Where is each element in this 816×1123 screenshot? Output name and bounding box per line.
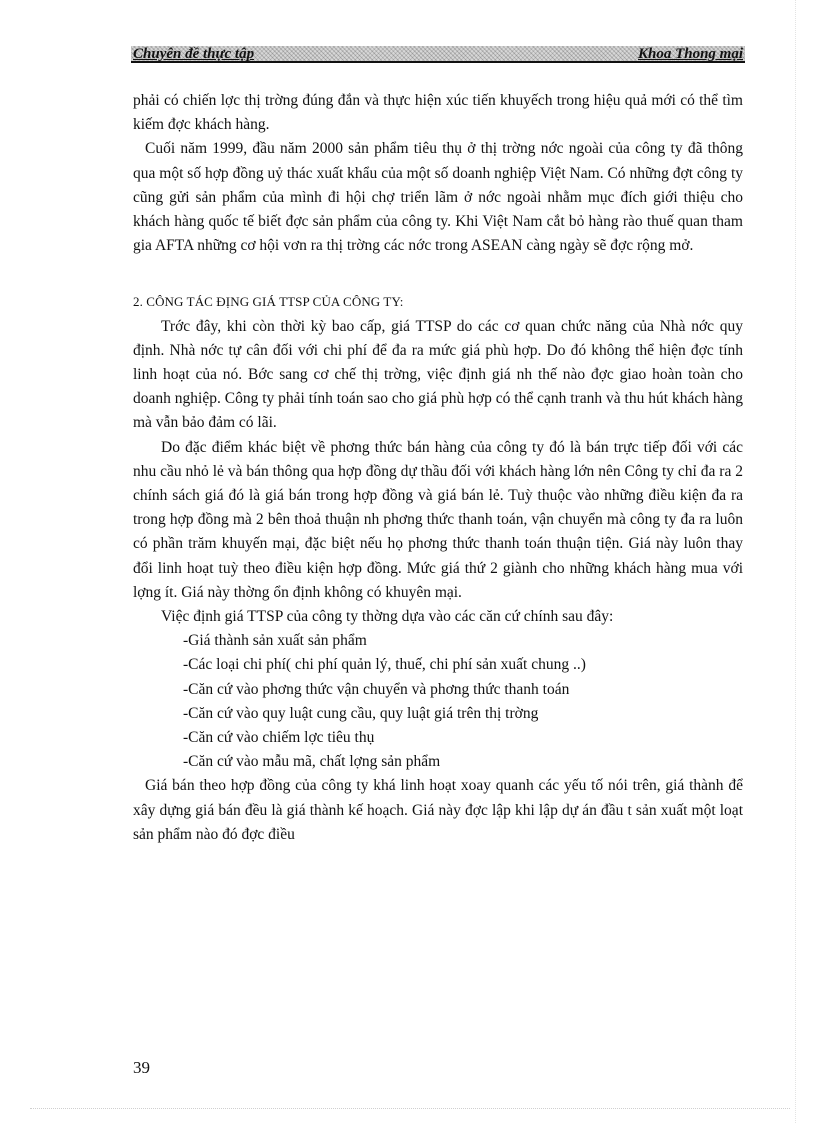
document-body <box>133 89 743 847</box>
paragraph-continuation: phải có chiến lợc thị trờng đúng đắn và thực hiện xúc tiến khuyếch trong hiệu quả mới có thể tìm kiếm đợc khách hàng. <box>133 92 743 134</box>
header-right-title: Khoa Thong mại <box>637 46 743 62</box>
paragraph-export: Cuối năm 1999, đầu năm 2000 sản phẩm tiêu thụ ở thị trờng nớc ngoài của công ty đã thông qua một số hợp đồng uỷ thác xuất khẩu của một số doanh nghiệp Việt Nam. Có những đợt công ty cũng gửi sản phẩm của mình đi hội chợ triển lãm ở nớc ngoài nhằm mục đích giới thiệu cho khách hàng quốc tế biết đợc sản phẩm của công ty. Khi Việt Nam cắt bỏ hàng rào thuế quan tham gia AFTA những cơ hội vơn ra thị trờng các nớc trong ASEAN càng ngày sẽ đợc rộng mở. <box>133 140 743 255</box>
list-item: -Giá thành sản xuất sản phẩm <box>183 632 367 650</box>
paragraph-pricing-basis: Việc định giá TTSP của công ty thờng dựa vào các căn cứ chính sau đây: <box>161 608 614 626</box>
list-item: -Các loại chi phí( chi phí quản lý, thuế, chi phí sản xuất chung ..) <box>183 656 586 674</box>
spacer <box>133 258 743 290</box>
page-number: 39 <box>133 1058 150 1077</box>
list-item: -Căn cứ vào phơng thức vận chuyển và phơng thức thanh toán <box>183 680 570 698</box>
list-item: -Căn cứ vào mẫu mã, chất lợng sản phẩm <box>183 753 441 771</box>
paragraph-pricing-policy: Do đặc điểm khác biệt về phơng thức bán hàng của công ty đó là bán trực tiếp đối với các nhu cầu nhỏ lẻ và bán thông qua hợp đồng dự thầu đối với khách hàng lớn nên Công ty chỉ đa ra 2 chính sách giá đó là giá bán trong hợp đồng và giá bán lẻ. Tuỳ thuộc vào những điều kiện đa ra trong hợp đồng mà 2 bên thoả thuận nh phơng thức thanh toán, vận chuyển mà công ty đa ra luôn có phần trăm khuyến mại, đặc biệt nếu họ phơng thức thanh toán thuận tiện. Giá này luôn thay đổi linh hoạt tuỳ theo điều kiện hợp đồng. Mức giá thứ 2 giành cho những khách hàng mua với lợng ít. Giá này thờng ổn định không có khuyên mại. <box>133 438 743 601</box>
list-item: -Căn cứ vào quy luật cung cầu, quy luật giá trên thị trờng <box>183 704 539 722</box>
section-heading: 2. CÔNG TÁC ĐỊNG GIÁ TTSP CỦA CÔNG TY: <box>133 294 404 310</box>
list-item: -Căn cứ vào chiếm lợc tiêu thụ <box>183 729 375 747</box>
page-header <box>131 46 745 63</box>
paragraph-contract-price: Giá bán theo hợp đồng của công ty khá linh hoạt xoay quanh các yếu tố nói trên, giá thành để xây dựng giá bán đều là giá thành kế hoạch. Giá này đợc lập khi lập dự án đầu t sản xuất một loạt sản phẩm nào đó đợc điều <box>133 777 743 843</box>
page-edge-divider <box>795 0 796 1123</box>
paragraph-pricing-history: Trớc đây, khi còn thời kỳ bao cấp, giá TTSP do các cơ quan chức năng của Nhà nớc quy định. Nhà nớc tự cân đối với chi phí để đa ra mức giá phù hợp. Do đó không thể hiện đợc tính linh hoạt của nó. Bớc sang cơ chế thị trờng, việc định giá nh thế nào đợc giao hoàn toàn cho doanh nghiệp. Công ty phải tính toán sao cho giá phù hợp có thể cạnh tranh và thu hút khách hàng mà vẫn bảo đảm có lãi. <box>133 317 743 432</box>
pricing-basis-list <box>133 629 743 774</box>
header-left-title: Chuyên đề thực tập <box>133 46 255 62</box>
footer-divider <box>30 1108 790 1109</box>
